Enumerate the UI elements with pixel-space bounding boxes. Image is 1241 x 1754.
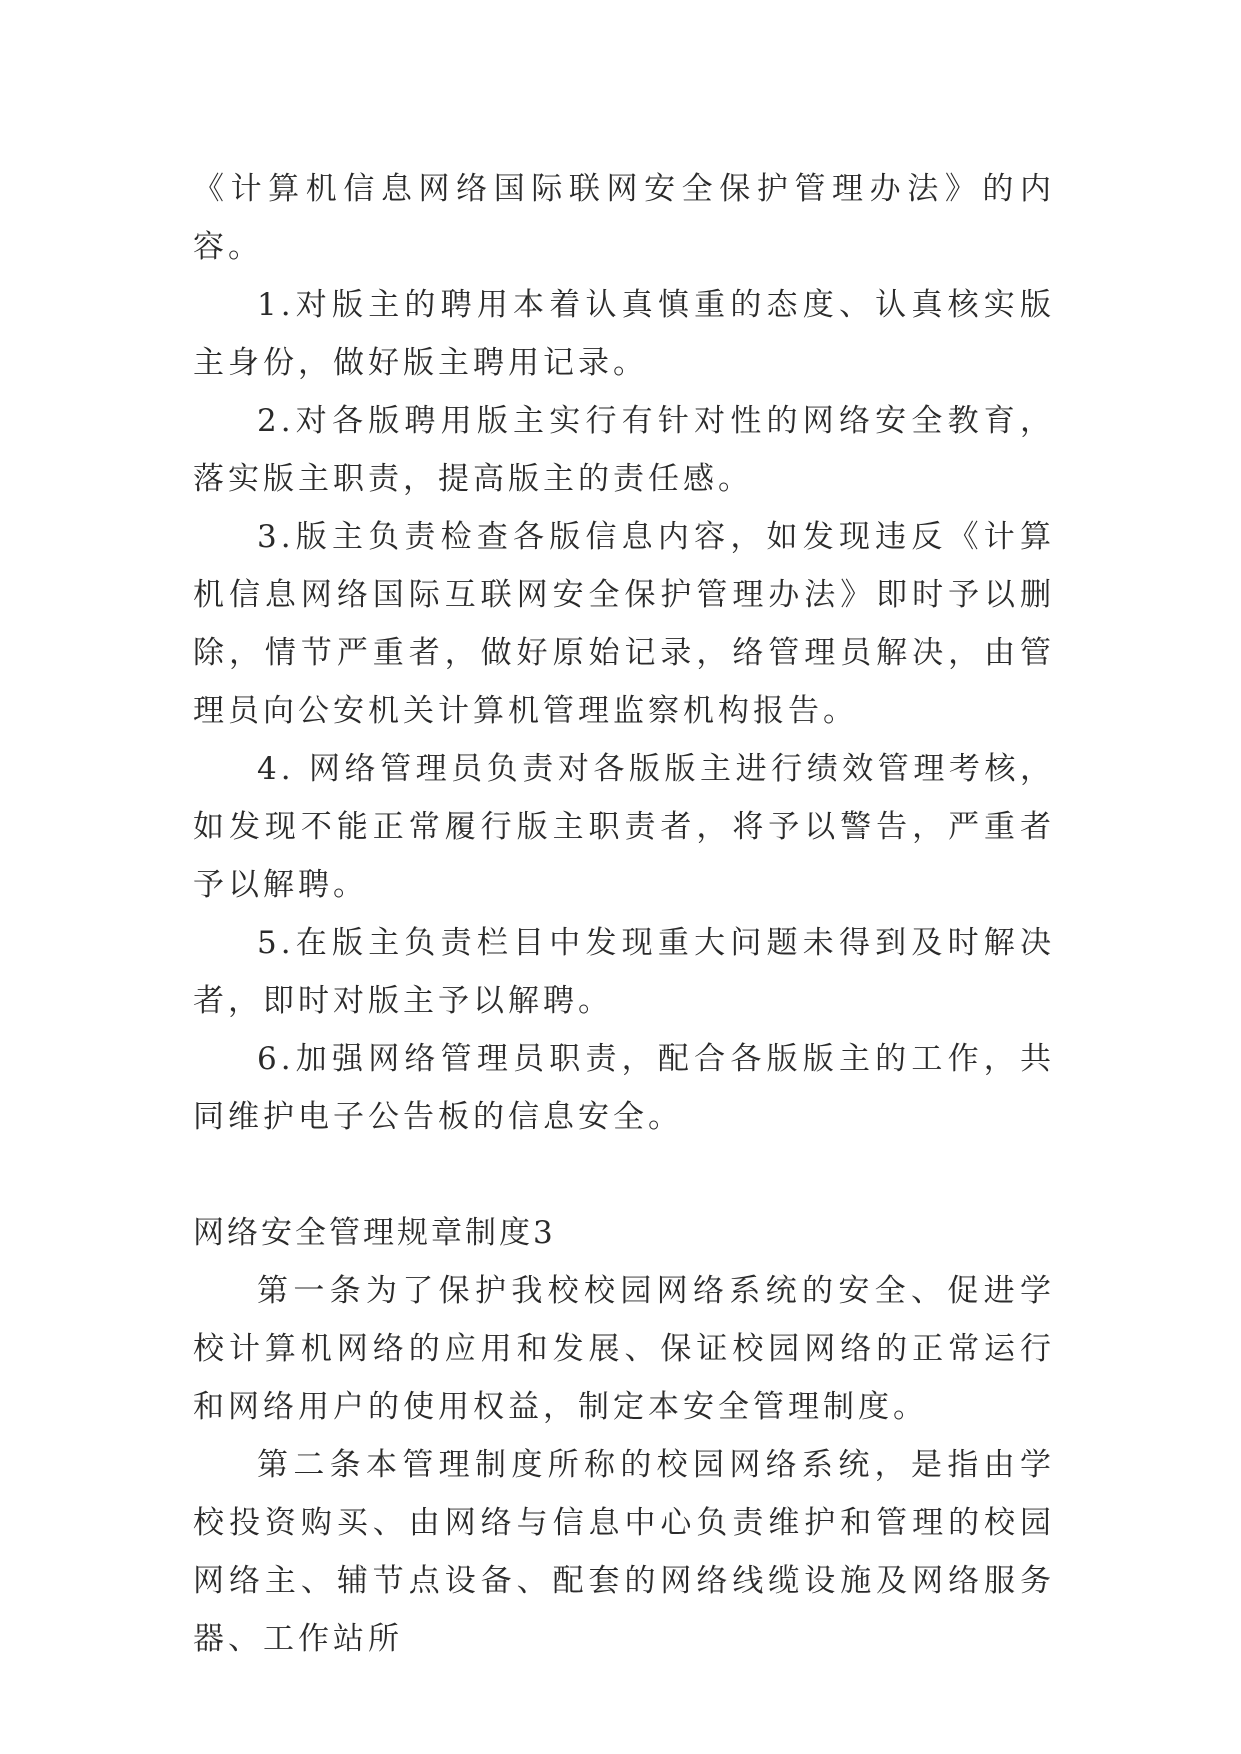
paragraph-item-2: 2.对各版聘用版主实行有针对性的网络安全教育，落实版主职责，提高版主的责任感。 <box>193 403 1055 497</box>
section-article-2: 第二条本管理制度所称的校园网络系统，是指由学校投资购买、由网络与信息中心负责维护和管理的校园网络主、辅节点设备、配套的网络线缆设施及网络服务器、工作站所 <box>193 1447 1055 1657</box>
section-article-1: 第一条为了保护我校校园网络系统的安全、促进学校计算机网络的应用和发展、保证校园网络的正常运行和网络用户的使用权益，制定本安全管理制度。 <box>193 1273 1055 1425</box>
paragraph-item-5: 5.在版主负责栏目中发现重大问题未得到及时解决者，即时对版主予以解聘。 <box>193 925 1055 1019</box>
paragraph-item-6: 6.加强网络管理员职责，配合各版版主的工作，共同维护电子公告板的信息安全。 <box>193 1041 1055 1135</box>
section-title: 网络安全管理规章制度3 <box>193 1215 556 1251</box>
paragraph-item-3: 3.版主负责检查各版信息内容，如发现违反《计算机信息网络国际互联网安全保护管理办法》即时予以删除，情节严重者，做好原始记录，络管理员解决，由管理员向公安机关计算机管理监察机构报告。 <box>193 519 1055 729</box>
document-body <box>193 160 1055 1668</box>
paragraph-intro: 《计算机信息网络国际联网安全保护管理办法》的内容。 <box>193 171 1055 265</box>
paragraph-item-4: 4. 网络管理员负责对各版版主进行绩效管理考核，如发现不能正常履行版主职责者，将予以警告，严重者予以解聘。 <box>193 751 1055 903</box>
paragraph-item-1: 1.对版主的聘用本着认真慎重的态度、认真核实版主身份，做好版主聘用记录。 <box>193 287 1055 381</box>
